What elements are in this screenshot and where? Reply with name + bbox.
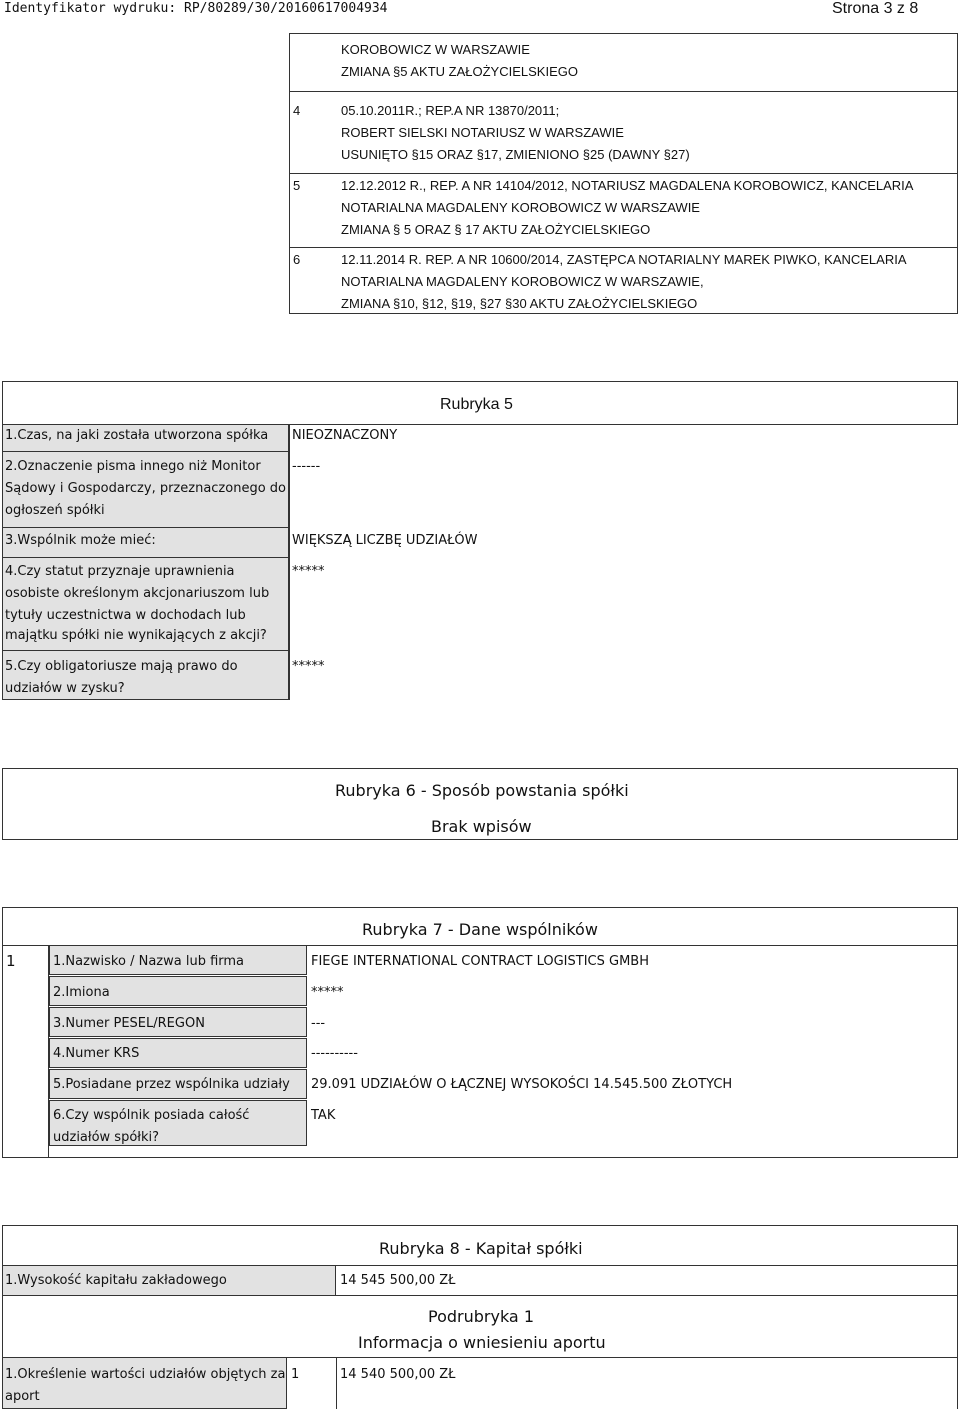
- change-line: ROBERT SIELSKI NOTARIUSZ W WARSZAWIE: [341, 125, 624, 140]
- field-label: udziałów w zysku?: [5, 681, 125, 696]
- capital-label: 1.Wysokość kapitału zakładowego: [5, 1273, 227, 1288]
- aport-label: aport: [5, 1389, 40, 1404]
- field-value: *****: [292, 659, 325, 674]
- field-label: ogłoszeń spółki: [5, 503, 105, 518]
- change-line: ZMIANA §10, §12, §19, §27 §30 AKTU ZAŁOŻYCIELSKIEGO: [341, 296, 698, 311]
- change-line: NOTARIALNA MAGDALENY KOROBOWICZ W WARSZAWIE: [341, 200, 700, 215]
- capital-value: 14 545 500,00 ZŁ: [340, 1273, 456, 1288]
- page-number: Strona 3 z 8: [832, 0, 919, 17]
- rubryka6-box: [2, 768, 958, 840]
- field-label: 5.Posiadane przez wspólnika udziały: [53, 1077, 290, 1092]
- print-identifier: Identyfikator wydruku: RP/80289/30/20160617004934: [4, 1, 388, 16]
- field-label: 6.Czy wspólnik posiada całość: [53, 1108, 250, 1123]
- change-number: 4: [293, 103, 301, 118]
- rubryka8-header: [2, 1225, 958, 1266]
- changes-cont-line1: KOROBOWICZ W WARSZAWIE: [341, 42, 530, 57]
- field-value: WIĘKSZĄ LICZBĘ UDZIAŁÓW: [292, 533, 478, 548]
- field-label: majątku spółki nie wynikających z akcji?: [5, 628, 267, 643]
- field-label: 4.Numer KRS: [53, 1046, 140, 1061]
- field-label: 5.Czy obligatoriusze mają prawo do: [5, 659, 238, 674]
- change-number: 5: [293, 178, 301, 193]
- change-number: 6: [293, 252, 301, 267]
- field-label: 3.Wspólnik może mieć:: [5, 533, 156, 548]
- field-label: tytuły uczestnictwa w dochodach lub: [5, 608, 246, 623]
- change-line: NOTARIALNA MAGDALENY KOROBOWICZ W WARSZAWIE,: [341, 274, 704, 289]
- podrubryka-subtitle: Informacja o wniesieniu aportu: [358, 1333, 606, 1352]
- aport-value: 14 540 500,00 ZŁ: [340, 1367, 456, 1382]
- field-value: 29.091 UDZIAŁÓW O ŁĄCZNEJ WYSOKOŚCI 14.545.500 ZŁOTYCH: [311, 1077, 733, 1092]
- field-value: ---: [311, 1016, 326, 1031]
- field-value: NIEOZNACZONY: [292, 428, 398, 443]
- field-label: 1.Nazwisko / Nazwa lub firma: [53, 954, 245, 969]
- field-value: TAK: [311, 1108, 336, 1123]
- field-label: osobiste określonym akcjonariuszom lub: [5, 586, 270, 601]
- field-value: *****: [311, 985, 344, 1000]
- change-line: 12.11.2014 R. REP. A NR 10600/2014, ZASTĘPCA NOTARIALNY MAREK PIWKO, KANCELARIA: [341, 252, 907, 267]
- field-value: ------: [292, 459, 321, 474]
- aport-label: 1.Określenie wartości udziałów objętych za: [5, 1367, 286, 1382]
- change-line: USUNIĘTO §15 ORAZ §17, ZMIENIONO §25 (DAWNY §27): [341, 147, 690, 162]
- rubryka5-header: [2, 381, 958, 425]
- rubryka7-title: Rubryka 7 - Dane wspólników: [362, 920, 598, 939]
- field-label: Sądowy i Gospodarczy, przeznaczonego do: [5, 481, 286, 496]
- change-line: ZMIANA § 5 ORAZ § 17 AKTU ZAŁOŻYCIELSKIEGO: [341, 222, 651, 237]
- shareholder-index: 1: [6, 952, 16, 970]
- field-label: 3.Numer PESEL/REGON: [53, 1016, 205, 1031]
- podrubryka-title: Podrubryka 1: [428, 1307, 534, 1326]
- rubryka5-title: Rubryka 5: [440, 396, 513, 413]
- field-label: udziałów spółki?: [53, 1130, 160, 1145]
- field-label: 2.Oznaczenie pisma innego niż Monitor: [5, 459, 261, 474]
- changes-cont-line2: ZMIANA §5 AKTU ZAŁOŻYCIELSKIEGO: [341, 64, 578, 79]
- rubryka7-header: [2, 907, 958, 946]
- rubryka6-title: Rubryka 6 - Sposób powstania spółki: [335, 781, 629, 800]
- field-label: 1.Czas, na jaki została utworzona spółka: [5, 428, 269, 443]
- field-value: FIEGE INTERNATIONAL CONTRACT LOGISTICS GMBH: [311, 954, 649, 969]
- field-label: 2.Imiona: [53, 985, 110, 1000]
- podrubryka-header: [2, 1295, 958, 1358]
- aport-index: 1: [291, 1367, 300, 1382]
- rubryka8-title: Rubryka 8 - Kapitał spółki: [379, 1239, 583, 1258]
- field-value: *****: [292, 564, 325, 579]
- field-value: ----------: [311, 1046, 358, 1061]
- changes-table: [289, 33, 958, 314]
- change-line: 12.12.2012 R., REP. A NR 14104/2012, NOTARIUSZ MAGDALENA KOROBOWICZ, KANCELARIA: [341, 178, 914, 193]
- rubryka6-empty: Brak wpisów: [431, 817, 532, 836]
- change-line: 05.10.2011R.; REP.A NR 13870/2011;: [341, 103, 560, 118]
- field-label: 4.Czy statut przyznaje uprawnienia: [5, 564, 235, 579]
